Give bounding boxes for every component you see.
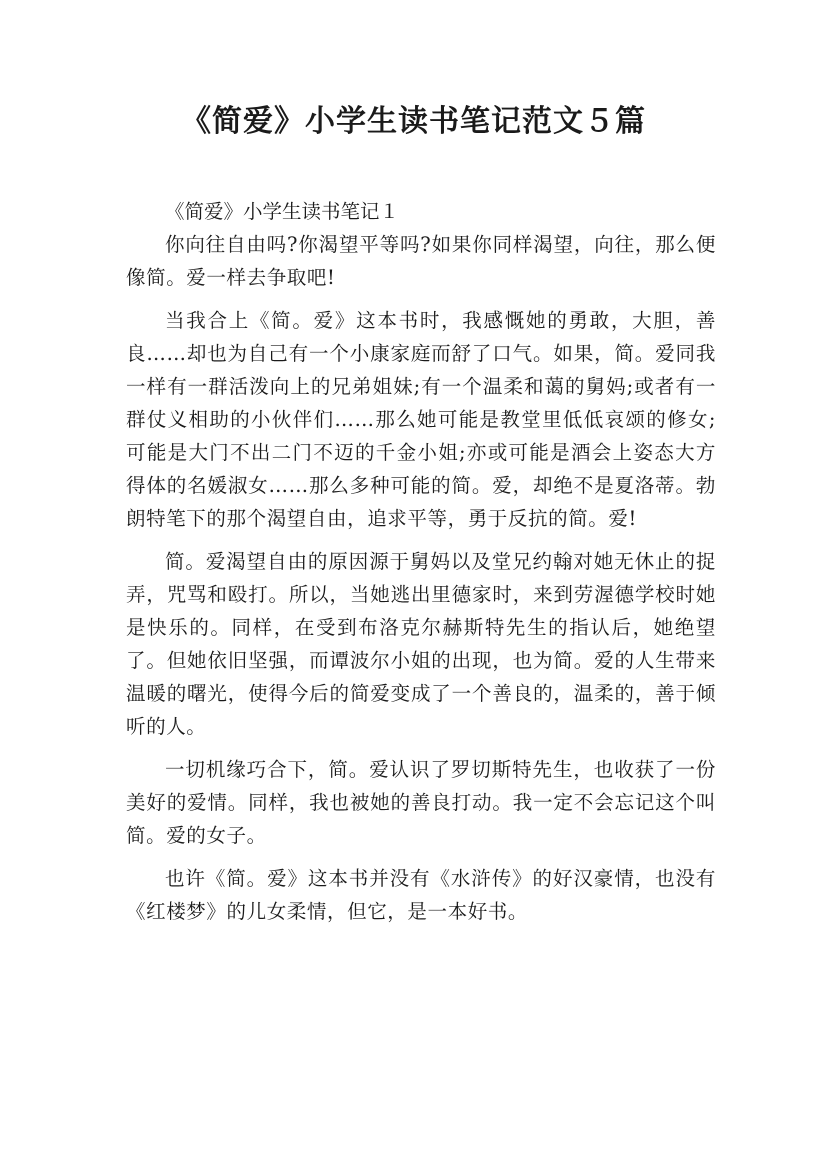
- document-title: 《简爱》小学生读书笔记范文５篇: [181, 104, 646, 139]
- paragraph-3: 简。爱渴望自由的原因源于舅妈以及堂兄约翰对她无休止的捉弄，咒骂和殴打。所以，当她逃出里德家时，来到劳渥德学校时她是快乐的。同样，在受到布洛克尔赫斯特先生的指认后，她绝望了。但她依旧坚强，而谭波尔小姐的出现，也为简。爱的人生带来温暖的曙光，使得今后的简爱变成了一个善良的，温柔的，善于倾听的人。: [126, 550, 716, 738]
- document-body: [126, 196, 716, 938]
- paragraph-2: 当我合上《简。爱》这本书时，我感慨她的勇敢，大胆，善良……却也为自己有一个小康家庭而舒了口气。如果，简。爱同我一样有一群活泼向上的兄弟姐妹;有一个温柔和蔼的舅妈;或者有一群仗义相助的小伙伴们……那么她可能是教堂里低低哀颂的修女;可能是大门不出二门不迈的千金小姐;亦或可能是酒会上姿态大方得体的名媛淑女……那么多种可能的简。爱，却绝不是夏洛蒂。勃朗特笔下的那个渴望自由，追求平等，勇于反抗的简。爱!: [126, 309, 716, 530]
- paragraph-4: 一切机缘巧合下，简。爱认识了罗切斯特先生，也收获了一份美好的爱情。同样，我也被她的善良打动。我一定不会忘记这个叫简。爱的女子。: [126, 758, 716, 847]
- paragraph-5: 也许《简。爱》这本书并没有《水浒传》的好汉豪情，也没有《红楼梦》的儿女柔情，但它，是一本好书。: [126, 867, 716, 923]
- section-heading: 《简爱》小学生读书笔记１: [165, 200, 400, 223]
- paragraph-1: 你向往自由吗?你渴望平等吗?如果你同样渴望，向往，那么便像简。爱一样去争取吧!: [126, 233, 716, 289]
